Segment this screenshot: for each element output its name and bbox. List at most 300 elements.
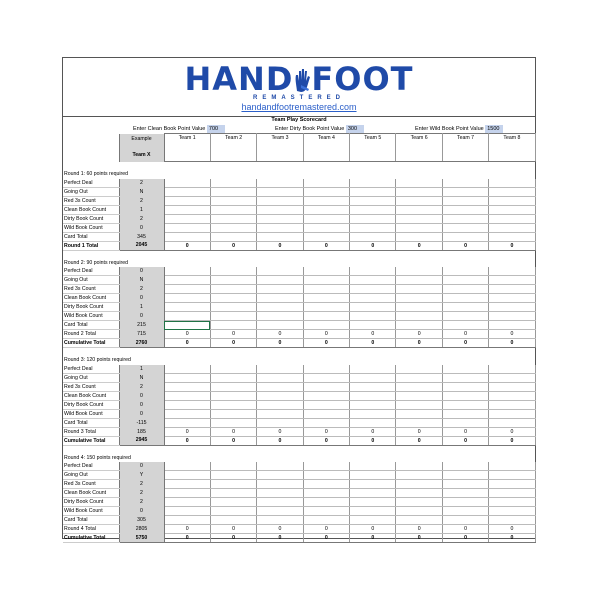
- team-score-cell[interactable]: [489, 187, 535, 196]
- team-score-cell[interactable]: [210, 312, 256, 321]
- team-score-cell[interactable]: [303, 516, 349, 525]
- team-score-cell[interactable]: [442, 391, 488, 400]
- team-score-cell[interactable]: [489, 179, 535, 188]
- team-score-cell[interactable]: [257, 205, 303, 214]
- team-score-cell[interactable]: [257, 196, 303, 205]
- team-score-cell[interactable]: [257, 480, 303, 489]
- team-score-cell[interactable]: [164, 294, 210, 303]
- team-score-cell[interactable]: [396, 409, 442, 418]
- team-score-cell[interactable]: [489, 285, 535, 294]
- team-column-header: Team 6: [396, 134, 442, 162]
- team-score-cell[interactable]: [164, 516, 210, 525]
- team-score-cell[interactable]: [164, 480, 210, 489]
- team-score-cell[interactable]: [303, 205, 349, 214]
- team-score-cell[interactable]: [442, 462, 488, 471]
- team-score-cell[interactable]: [396, 471, 442, 480]
- team-score-cell[interactable]: [350, 480, 396, 489]
- team-score-cell[interactable]: [303, 373, 349, 382]
- team-score-cell[interactable]: [164, 196, 210, 205]
- team-score-cell[interactable]: [257, 321, 303, 330]
- team-score-cell[interactable]: 0: [442, 534, 488, 543]
- team-score-cell[interactable]: 0: [489, 534, 535, 543]
- team-score-cell[interactable]: [350, 516, 396, 525]
- team-score-cell[interactable]: [489, 391, 535, 400]
- score-row: [63, 507, 535, 516]
- team-score-cell[interactable]: [210, 409, 256, 418]
- team-score-cell[interactable]: [489, 462, 535, 471]
- team-score-cell[interactable]: [257, 507, 303, 516]
- team-score-cell[interactable]: [210, 276, 256, 285]
- team-score-cell[interactable]: [210, 382, 256, 391]
- team-score-cell[interactable]: [257, 276, 303, 285]
- team-score-cell[interactable]: [350, 276, 396, 285]
- team-score-cell[interactable]: [350, 223, 396, 232]
- team-score-cell[interactable]: 0: [350, 427, 396, 436]
- score-row: [63, 276, 535, 285]
- team-score-cell[interactable]: [396, 507, 442, 516]
- team-score-cell[interactable]: [350, 391, 396, 400]
- team-score-cell[interactable]: [257, 462, 303, 471]
- team-score-cell[interactable]: [303, 498, 349, 507]
- team-score-cell[interactable]: [396, 285, 442, 294]
- team-score-cell[interactable]: [442, 321, 488, 330]
- team-score-cell[interactable]: 0: [210, 436, 256, 445]
- team-score-cell[interactable]: [489, 471, 535, 480]
- team-score-cell[interactable]: [257, 214, 303, 223]
- team-score-cell[interactable]: [164, 471, 210, 480]
- team-score-cell[interactable]: 0: [257, 241, 303, 250]
- team-score-cell[interactable]: [489, 498, 535, 507]
- team-score-cell[interactable]: [489, 409, 535, 418]
- team-score-cell[interactable]: [350, 462, 396, 471]
- team-score-cell[interactable]: [164, 267, 210, 276]
- team-score-cell[interactable]: [489, 232, 535, 241]
- team-score-cell[interactable]: [396, 312, 442, 321]
- team-score-cell[interactable]: [350, 179, 396, 188]
- team-score-cell[interactable]: [164, 365, 210, 374]
- team-score-cell[interactable]: [396, 276, 442, 285]
- team-score-cell[interactable]: [210, 365, 256, 374]
- team-score-cell[interactable]: [489, 507, 535, 516]
- team-score-cell[interactable]: [442, 276, 488, 285]
- team-score-cell[interactable]: [350, 489, 396, 498]
- team-score-cell[interactable]: [489, 267, 535, 276]
- team-score-cell[interactable]: [164, 232, 210, 241]
- team-score-cell[interactable]: [303, 409, 349, 418]
- team-score-cell[interactable]: 0: [164, 436, 210, 445]
- team-score-cell[interactable]: [489, 223, 535, 232]
- team-score-cell[interactable]: 0: [303, 427, 349, 436]
- team-score-cell[interactable]: [164, 321, 210, 330]
- team-score-cell[interactable]: [350, 312, 396, 321]
- example-value-cell: 0: [119, 409, 164, 418]
- team-score-cell[interactable]: 0: [257, 525, 303, 534]
- team-score-cell[interactable]: 0: [396, 534, 442, 543]
- team-score-cell[interactable]: [303, 321, 349, 330]
- team-score-cell[interactable]: 0: [164, 330, 210, 339]
- team-score-cell[interactable]: 0: [210, 534, 256, 543]
- team-score-cell[interactable]: [257, 418, 303, 427]
- team-score-cell[interactable]: [396, 489, 442, 498]
- team-score-cell[interactable]: [303, 400, 349, 409]
- team-score-cell[interactable]: [396, 196, 442, 205]
- team-score-cell[interactable]: 0: [442, 330, 488, 339]
- team-score-cell[interactable]: [489, 312, 535, 321]
- team-score-cell[interactable]: [303, 365, 349, 374]
- team-score-cell[interactable]: [164, 303, 210, 312]
- team-score-cell[interactable]: [489, 276, 535, 285]
- team-score-cell[interactable]: [210, 285, 256, 294]
- team-score-cell[interactable]: [350, 321, 396, 330]
- team-score-cell[interactable]: [396, 365, 442, 374]
- team-score-cell[interactable]: [396, 418, 442, 427]
- team-score-cell[interactable]: [303, 471, 349, 480]
- team-score-cell[interactable]: [164, 489, 210, 498]
- clean-book-value[interactable]: 700: [207, 125, 225, 133]
- team-score-cell[interactable]: 0: [210, 241, 256, 250]
- team-score-cell[interactable]: [257, 232, 303, 241]
- team-score-cell[interactable]: 0: [442, 339, 488, 348]
- team-score-cell[interactable]: [442, 312, 488, 321]
- team-score-cell[interactable]: [350, 471, 396, 480]
- team-score-cell[interactable]: [303, 418, 349, 427]
- team-score-cell[interactable]: 0: [396, 525, 442, 534]
- team-score-cell[interactable]: [489, 480, 535, 489]
- team-score-cell[interactable]: 0: [350, 330, 396, 339]
- team-score-cell[interactable]: [350, 214, 396, 223]
- team-score-cell[interactable]: [303, 391, 349, 400]
- team-score-cell[interactable]: [210, 391, 256, 400]
- team-score-cell[interactable]: [303, 303, 349, 312]
- team-score-cell[interactable]: [442, 179, 488, 188]
- team-score-cell[interactable]: [303, 489, 349, 498]
- team-score-cell[interactable]: [303, 179, 349, 188]
- team-score-cell[interactable]: [396, 462, 442, 471]
- team-score-cell[interactable]: 0: [442, 427, 488, 436]
- team-score-cell[interactable]: 0: [350, 525, 396, 534]
- team-score-cell[interactable]: [396, 179, 442, 188]
- team-score-cell[interactable]: [257, 516, 303, 525]
- team-score-cell[interactable]: [442, 285, 488, 294]
- team-score-cell[interactable]: [164, 418, 210, 427]
- team-score-cell[interactable]: [210, 321, 256, 330]
- team-score-cell[interactable]: [489, 321, 535, 330]
- team-score-cell[interactable]: [164, 205, 210, 214]
- team-score-cell[interactable]: [489, 294, 535, 303]
- team-score-cell[interactable]: [489, 382, 535, 391]
- team-score-cell[interactable]: [396, 232, 442, 241]
- team-score-cell[interactable]: [396, 267, 442, 276]
- team-score-cell[interactable]: 0: [210, 525, 256, 534]
- team-score-cell[interactable]: [257, 312, 303, 321]
- team-score-cell[interactable]: [442, 373, 488, 382]
- team-score-cell[interactable]: [164, 373, 210, 382]
- team-score-cell[interactable]: [350, 507, 396, 516]
- team-score-cell[interactable]: 0: [303, 525, 349, 534]
- team-score-cell[interactable]: [210, 294, 256, 303]
- team-score-cell[interactable]: [210, 471, 256, 480]
- team-score-cell[interactable]: 0: [489, 525, 535, 534]
- team-score-cell[interactable]: [442, 480, 488, 489]
- team-score-cell[interactable]: [303, 267, 349, 276]
- team-score-cell[interactable]: [303, 382, 349, 391]
- team-score-cell[interactable]: [210, 418, 256, 427]
- team-score-cell[interactable]: 0: [164, 525, 210, 534]
- team-score-cell[interactable]: 0: [257, 427, 303, 436]
- team-score-cell[interactable]: [164, 187, 210, 196]
- team-score-cell[interactable]: [489, 418, 535, 427]
- team-score-cell[interactable]: [257, 303, 303, 312]
- team-score-cell[interactable]: 0: [257, 339, 303, 348]
- score-row: [63, 312, 535, 321]
- team-score-cell[interactable]: 0: [210, 427, 256, 436]
- team-score-cell[interactable]: [210, 507, 256, 516]
- team-score-cell[interactable]: [164, 391, 210, 400]
- team-score-cell[interactable]: [442, 267, 488, 276]
- team-score-cell[interactable]: [210, 214, 256, 223]
- team-score-cell[interactable]: [257, 373, 303, 382]
- team-score-cell[interactable]: [303, 214, 349, 223]
- team-score-cell[interactable]: 0: [303, 241, 349, 250]
- team-score-cell[interactable]: 0: [396, 241, 442, 250]
- team-score-cell[interactable]: 0: [489, 339, 535, 348]
- team-score-cell[interactable]: [257, 267, 303, 276]
- team-score-cell[interactable]: [210, 205, 256, 214]
- team-score-cell[interactable]: [257, 409, 303, 418]
- team-score-cell[interactable]: [303, 276, 349, 285]
- team-score-cell[interactable]: [303, 187, 349, 196]
- team-score-cell[interactable]: [210, 400, 256, 409]
- team-score-cell[interactable]: [350, 409, 396, 418]
- team-score-cell[interactable]: [442, 232, 488, 241]
- team-score-cell[interactable]: [257, 187, 303, 196]
- team-score-cell[interactable]: [396, 373, 442, 382]
- team-score-cell[interactable]: [489, 373, 535, 382]
- team-score-cell[interactable]: [396, 223, 442, 232]
- team-score-cell[interactable]: 0: [396, 436, 442, 445]
- team-score-cell[interactable]: [442, 382, 488, 391]
- team-score-cell[interactable]: [350, 187, 396, 196]
- team-score-cell[interactable]: [164, 214, 210, 223]
- team-score-cell[interactable]: [350, 400, 396, 409]
- team-score-cell[interactable]: 0: [489, 436, 535, 445]
- team-score-cell[interactable]: [396, 294, 442, 303]
- team-score-cell[interactable]: [442, 214, 488, 223]
- team-score-cell[interactable]: 0: [210, 339, 256, 348]
- team-score-cell[interactable]: [164, 382, 210, 391]
- team-score-cell[interactable]: [489, 400, 535, 409]
- example-value-cell: 1: [119, 365, 164, 374]
- team-score-cell[interactable]: [303, 294, 349, 303]
- team-score-cell[interactable]: 0: [164, 534, 210, 543]
- team-score-cell[interactable]: [257, 391, 303, 400]
- team-score-cell[interactable]: [164, 312, 210, 321]
- team-score-cell[interactable]: [396, 400, 442, 409]
- team-score-cell[interactable]: [164, 276, 210, 285]
- team-score-cell[interactable]: [210, 516, 256, 525]
- team-score-cell[interactable]: 0: [489, 427, 535, 436]
- team-score-cell[interactable]: [210, 498, 256, 507]
- team-score-cell[interactable]: [489, 303, 535, 312]
- team-score-cell[interactable]: 0: [489, 330, 535, 339]
- team-score-cell[interactable]: [210, 267, 256, 276]
- team-score-cell[interactable]: [350, 267, 396, 276]
- team-score-cell[interactable]: [489, 516, 535, 525]
- dirty-book-label: Enter Dirty Book Point Value: [275, 126, 345, 132]
- team-score-cell[interactable]: 0: [489, 241, 535, 250]
- team-score-cell[interactable]: [442, 294, 488, 303]
- team-score-cell[interactable]: 0: [303, 339, 349, 348]
- team-score-cell[interactable]: [396, 187, 442, 196]
- team-score-cell[interactable]: 0: [442, 436, 488, 445]
- team-score-cell[interactable]: [489, 205, 535, 214]
- team-score-cell[interactable]: [164, 179, 210, 188]
- team-score-cell[interactable]: [489, 214, 535, 223]
- team-score-cell[interactable]: [303, 196, 349, 205]
- team-score-cell[interactable]: [164, 462, 210, 471]
- team-score-cell[interactable]: [303, 232, 349, 241]
- team-score-cell[interactable]: [210, 187, 256, 196]
- example-value-cell: 0: [119, 312, 164, 321]
- team-score-cell[interactable]: [257, 294, 303, 303]
- dirty-book-value[interactable]: 300: [346, 125, 364, 133]
- team-score-cell[interactable]: [210, 179, 256, 188]
- team-score-cell[interactable]: [396, 303, 442, 312]
- score-row: [63, 267, 535, 276]
- team-score-cell[interactable]: [257, 285, 303, 294]
- team-score-cell[interactable]: [442, 489, 488, 498]
- team-score-cell[interactable]: 0: [257, 436, 303, 445]
- team-score-cell[interactable]: [164, 223, 210, 232]
- team-score-cell[interactable]: 0: [442, 241, 488, 250]
- team-score-cell[interactable]: [210, 196, 256, 205]
- team-score-cell[interactable]: [350, 498, 396, 507]
- team-score-cell[interactable]: [257, 382, 303, 391]
- team-score-cell[interactable]: [257, 471, 303, 480]
- team-score-cell[interactable]: [257, 179, 303, 188]
- team-score-cell[interactable]: [164, 285, 210, 294]
- team-score-cell[interactable]: [350, 294, 396, 303]
- team-score-cell[interactable]: [442, 418, 488, 427]
- team-score-cell[interactable]: [350, 382, 396, 391]
- team-score-cell[interactable]: [350, 365, 396, 374]
- team-score-cell[interactable]: [396, 205, 442, 214]
- team-score-cell[interactable]: [210, 489, 256, 498]
- team-score-cell[interactable]: [442, 507, 488, 516]
- team-score-cell[interactable]: 0: [164, 427, 210, 436]
- team-score-cell[interactable]: [396, 498, 442, 507]
- team-score-cell[interactable]: 0: [164, 241, 210, 250]
- team-score-cell[interactable]: [396, 382, 442, 391]
- team-score-cell[interactable]: [210, 480, 256, 489]
- team-score-cell[interactable]: [442, 498, 488, 507]
- team-score-cell[interactable]: [396, 214, 442, 223]
- team-score-cell[interactable]: [164, 409, 210, 418]
- team-score-cell[interactable]: [164, 507, 210, 516]
- team-score-cell[interactable]: [442, 205, 488, 214]
- team-score-cell[interactable]: [210, 303, 256, 312]
- team-score-cell[interactable]: 0: [303, 330, 349, 339]
- team-score-cell[interactable]: 0: [164, 339, 210, 348]
- team-score-cell[interactable]: 0: [396, 427, 442, 436]
- team-score-cell[interactable]: [442, 365, 488, 374]
- team-score-cell[interactable]: [396, 480, 442, 489]
- team-score-cell[interactable]: [442, 471, 488, 480]
- team-score-cell[interactable]: 0: [210, 330, 256, 339]
- team-score-cell[interactable]: [350, 205, 396, 214]
- row-label: Card Total: [63, 321, 119, 330]
- team-score-cell[interactable]: [164, 400, 210, 409]
- team-score-cell[interactable]: [396, 516, 442, 525]
- team-score-cell[interactable]: 0: [350, 339, 396, 348]
- team-score-cell[interactable]: [210, 373, 256, 382]
- team-score-cell[interactable]: 0: [303, 436, 349, 445]
- logo-title-right: FOOT: [311, 60, 414, 98]
- team-score-cell[interactable]: [210, 462, 256, 471]
- team-score-cell[interactable]: [303, 285, 349, 294]
- team-score-cell[interactable]: 0: [303, 534, 349, 543]
- team-score-cell[interactable]: 0: [442, 525, 488, 534]
- team-score-cell[interactable]: [257, 365, 303, 374]
- logo-url-link[interactable]: handandfootremastered.com: [241, 102, 357, 112]
- team-score-cell[interactable]: 0: [257, 330, 303, 339]
- team-score-cell[interactable]: 0: [350, 241, 396, 250]
- team-score-cell[interactable]: [442, 409, 488, 418]
- team-score-cell[interactable]: [164, 498, 210, 507]
- team-score-cell[interactable]: [257, 489, 303, 498]
- team-score-cell[interactable]: [210, 223, 256, 232]
- team-score-cell[interactable]: [303, 223, 349, 232]
- team-score-cell[interactable]: [303, 312, 349, 321]
- row-label: Clean Book Count: [63, 391, 119, 400]
- team-score-cell[interactable]: [350, 196, 396, 205]
- team-score-cell[interactable]: [489, 365, 535, 374]
- wild-book-value[interactable]: 1500: [485, 125, 503, 133]
- team-score-cell[interactable]: 0: [350, 534, 396, 543]
- team-score-cell[interactable]: [442, 400, 488, 409]
- team-score-cell[interactable]: [442, 303, 488, 312]
- team-score-cell[interactable]: [303, 480, 349, 489]
- example-value-cell: N: [119, 373, 164, 382]
- team-score-cell[interactable]: [396, 321, 442, 330]
- team-score-cell[interactable]: [350, 285, 396, 294]
- team-score-cell[interactable]: 0: [396, 339, 442, 348]
- team-score-cell[interactable]: 0: [350, 436, 396, 445]
- team-score-cell[interactable]: [257, 223, 303, 232]
- team-score-cell[interactable]: [489, 196, 535, 205]
- team-score-cell[interactable]: [257, 498, 303, 507]
- team-score-cell[interactable]: [442, 187, 488, 196]
- team-score-cell[interactable]: [210, 232, 256, 241]
- team-score-cell[interactable]: [303, 507, 349, 516]
- team-score-cell[interactable]: [396, 391, 442, 400]
- team-score-cell[interactable]: [442, 223, 488, 232]
- team-score-cell[interactable]: [350, 418, 396, 427]
- team-score-cell[interactable]: [489, 489, 535, 498]
- team-score-cell[interactable]: [442, 196, 488, 205]
- team-score-cell[interactable]: 0: [396, 330, 442, 339]
- example-value-cell: 2: [119, 480, 164, 489]
- team-score-cell[interactable]: 0: [257, 534, 303, 543]
- team-score-cell[interactable]: [350, 232, 396, 241]
- team-score-cell[interactable]: [350, 373, 396, 382]
- example-value-cell: 0: [119, 507, 164, 516]
- team-score-cell[interactable]: [257, 400, 303, 409]
- team-score-cell[interactable]: [350, 303, 396, 312]
- spacer-cell: [63, 445, 535, 453]
- team-score-cell[interactable]: [303, 462, 349, 471]
- team-score-cell[interactable]: [442, 516, 488, 525]
